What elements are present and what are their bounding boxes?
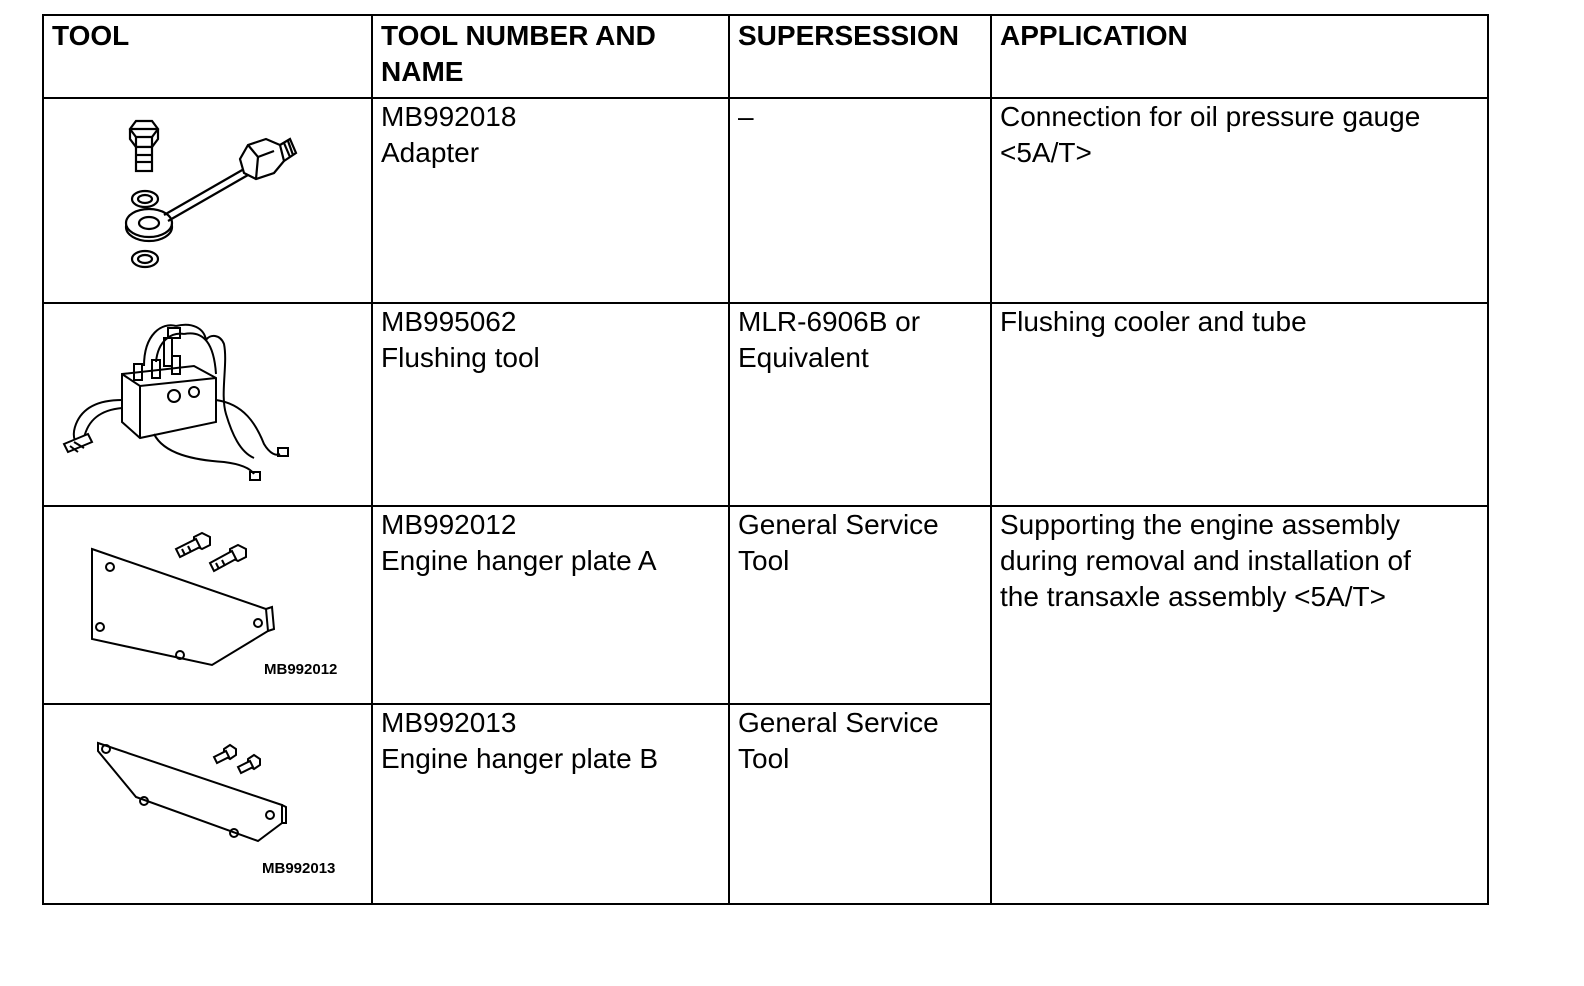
- tool-name: Engine hanger plate B: [381, 743, 659, 774]
- application-line: Flushing cooler and tube: [1000, 306, 1307, 337]
- table-row: [43, 506, 1488, 704]
- tool-number-name-cell: [372, 98, 729, 303]
- tool-number-name-cell: [372, 704, 729, 904]
- supersession-text: Tool: [738, 545, 790, 576]
- application-line: Connection for oil pressure gauge: [1000, 101, 1421, 132]
- supersession-text: –: [738, 101, 754, 132]
- header-application: APPLICATION: [991, 15, 1488, 98]
- table-row: [43, 303, 1488, 506]
- supersession-text: Equivalent: [738, 342, 869, 373]
- tool-number-name-cell: [372, 303, 729, 506]
- supersession-cell: [729, 704, 991, 904]
- supersession-text: General Service: [738, 707, 939, 738]
- tool-number-name-cell: [372, 506, 729, 704]
- tool-number: MB995062: [381, 306, 517, 337]
- header-tool: TOOL: [43, 15, 372, 98]
- tool-name: Engine hanger plate A: [381, 545, 657, 576]
- header-row: [43, 15, 1488, 98]
- tool-image-cell: [43, 303, 372, 506]
- table-row: [43, 98, 1488, 303]
- application-line: Supporting the engine assembly: [1000, 509, 1401, 540]
- engine-hanger-plate-a-drawing-icon: [44, 507, 371, 703]
- application-line: <5A/T>: [1000, 137, 1092, 168]
- flushing-tool-drawing-icon: [44, 304, 371, 505]
- header-supersession: SUPERSESSION: [729, 15, 991, 98]
- supersession-text: General Service: [738, 509, 939, 540]
- image-label: MB992013: [262, 860, 336, 877]
- supersession-cell: [729, 506, 991, 704]
- adapter-drawing-icon: [44, 99, 371, 302]
- tool-number: MB992013: [381, 707, 517, 738]
- supersession-cell: [729, 98, 991, 303]
- supersession-text: MLR-6906B or: [738, 306, 921, 337]
- special-tools-table: [42, 14, 1489, 905]
- supersession-cell: [729, 303, 991, 506]
- tool-image-cell: [43, 98, 372, 303]
- tool-image-cell: [43, 506, 372, 704]
- tool-number: MB992012: [381, 509, 517, 540]
- tool-name: Flushing tool: [381, 342, 540, 373]
- header-tool-number-and-name: TOOL NUMBER AND NAME: [372, 15, 729, 98]
- application-line: during removal and installation of: [1000, 545, 1411, 576]
- engine-hanger-plate-b-drawing-icon: [44, 705, 371, 903]
- application-line: the transaxle assembly <5A/T>: [1000, 581, 1386, 612]
- application-cell: [991, 303, 1488, 506]
- tool-image-cell: [43, 704, 372, 904]
- application-cell: [991, 98, 1488, 303]
- tool-number: MB992018: [381, 101, 517, 132]
- image-label: MB992012: [264, 661, 338, 678]
- tool-name: Adapter: [381, 137, 480, 168]
- application-cell: [991, 506, 1488, 904]
- supersession-text: Tool: [738, 743, 790, 774]
